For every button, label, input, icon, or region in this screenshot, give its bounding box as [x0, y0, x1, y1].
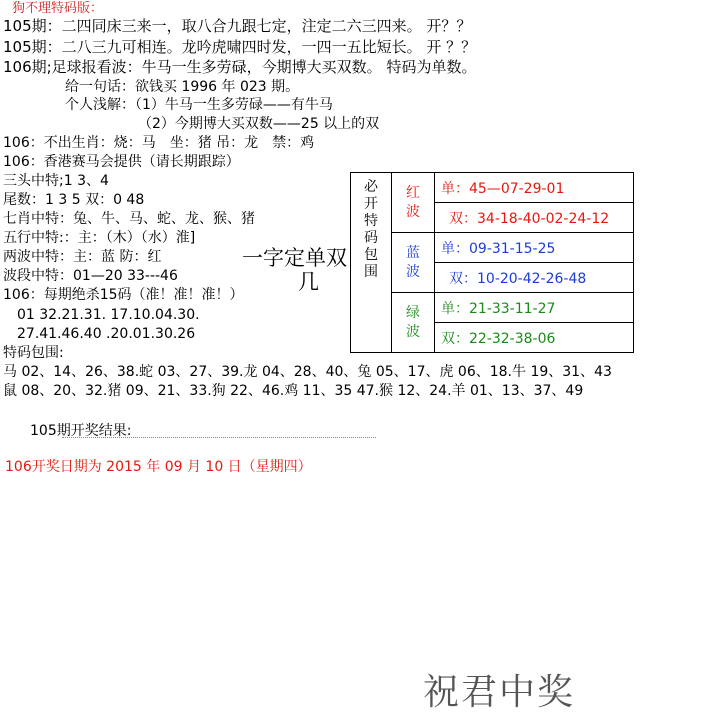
side-heading-line1: 一字定单双: [242, 246, 347, 270]
table-vertical-label: 必 开 特 码 包 围: [351, 173, 392, 353]
line-106-d: （2）今期博大买双数——25 以上的双: [138, 116, 380, 132]
red-double-row: 双：34-18-40-02-24-12: [435, 203, 634, 233]
next-draw-date: 106开奖日期为 2015 年 09 月 10 日（星期四）: [5, 459, 312, 475]
result-divider: [62, 437, 376, 438]
zodiac-line-1: 马 02、14、26、38.蛇 03、27、39.龙 04、28、40、兔 05、17、虎 06、18.牛 19、31、43: [3, 364, 612, 380]
line-106-b: 给一句话：欲钱买 1996 年 023 期。: [65, 79, 300, 95]
boduan-line: 波段中特：01—20 33---46: [3, 268, 178, 284]
line-106-f: 106：香港赛马会提供（请长期跟踪）: [3, 154, 240, 170]
side-heading-line2: 几: [298, 270, 319, 294]
special-code-table: [350, 172, 634, 353]
line-106-c: 个人浅解：（1）牛马一生多劳碌——有牛马: [65, 97, 333, 113]
red-wave-label: 红 波: [392, 173, 435, 233]
qixiao-line: 七肖中特：兔、牛、马、蛇、龙、猴、猪: [3, 211, 255, 227]
blessing-text: 祝君中奖: [423, 672, 576, 713]
liangbo-line: 两波中特：主：蓝 防：红: [3, 249, 162, 265]
green-single-row: 单：21-33-11-27: [435, 293, 634, 323]
result-label: 105期开奖结果:: [30, 423, 132, 439]
line-105-b: 105期：二八三九可相连。龙吟虎啸四时发，一四一五比短长。 开 ？？: [3, 38, 477, 56]
codes-line-1: 01 32.21.31. 17.10.04.30.: [17, 307, 200, 323]
line-105-a: 105期：二四同床三来一，取八合九跟七定，注定二六三四来。 开？？: [3, 17, 472, 35]
red-single-row: 单：45—07-29-01: [435, 173, 634, 203]
page-title: 狗不理特码版：: [12, 1, 104, 16]
wuxing-line: 五行中特:：主：（木）（水）淮]: [3, 230, 196, 246]
line-106-e: 106：不出生肖：烧：马 坐：猪 吊：龙 禁：鸡: [3, 135, 315, 151]
blue-single-row: 单：09-31-15-25: [435, 233, 634, 263]
baowei-label: 特码包围:: [3, 345, 64, 361]
zodiac-line-2: 鼠 08、20、32.猪 09、21、33.狗 22、46.鸡 11、35 47.猴 12、24.羊 01、13、37、49: [3, 383, 584, 399]
blue-double-row: 双：10-20-42-26-48: [435, 263, 634, 293]
line-106-a: 106期;足球报看波：牛马一生多劳碌，今期博大买双数。 特码为单数。: [3, 58, 477, 76]
codes-line-2: 27.41.46.40 .20.01.30.26: [17, 326, 196, 342]
weishu-line: 尾数：1 3 5 双：0 48: [3, 192, 145, 208]
blue-wave-label: 蓝 波: [392, 233, 435, 293]
green-double-row: 双：22-32-38-06: [435, 323, 634, 353]
santou-line: 三头中特;1 3、4: [3, 173, 109, 189]
jueshai-line: 106：每期绝杀15码（准！准！准！）: [3, 287, 244, 303]
green-wave-label: 绿 波: [392, 293, 435, 353]
